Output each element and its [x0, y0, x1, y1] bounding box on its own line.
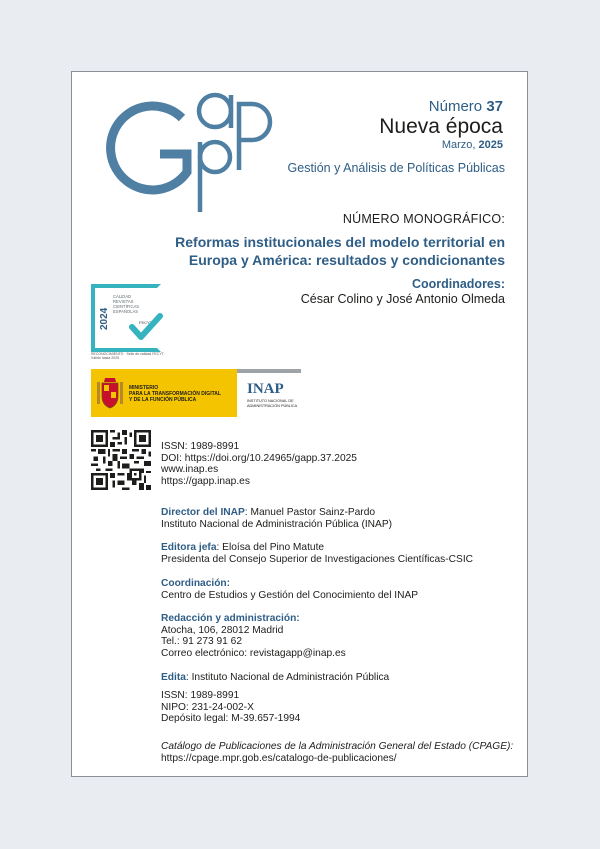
- coordinators-label: Coordinadores:: [411, 277, 505, 292]
- doi-link[interactable]: DOI: https://doi.org/10.24965/gapp.37.2025: [161, 452, 357, 464]
- issue-number: Número 37: [428, 98, 503, 115]
- badge-year: 2024: [99, 307, 110, 330]
- ministry-name: MINISTERIO PARA LA TRANSFORMACIÓN DIGITAL Y DE LA FUNCIÓN PÚBLICA: [129, 385, 221, 403]
- badge-footnote: RECONOCIMIENTO · Sello de calidad FECYT · Válido hasta 2025: [91, 352, 166, 360]
- legal-nipo: NIPO: 231-24-002-X: [161, 701, 254, 713]
- ministry-inap-strip: [91, 369, 301, 417]
- publisher-value: : Instituto Nacional de Administración Pública: [185, 672, 390, 683]
- director-org: Instituto Nacional de Administración Pública (INAP): [161, 518, 393, 530]
- editor-org: Presidenta del Consejo Superior de Investigaciones Científicas-CSIC: [161, 553, 474, 565]
- publisher-label: Edita: [161, 672, 186, 683]
- monographic-block: [145, 212, 505, 306]
- director-name: : Manuel Pastor Sainz-Pardo: [244, 507, 376, 518]
- issue-epoch: Nueva época: [379, 115, 503, 138]
- monographic-kicker: NÚMERO MONOGRÁFICO:: [342, 212, 505, 226]
- legal-deposit: Depósito legal: M-39.657-1994: [161, 713, 301, 725]
- identifiers-block: [161, 441, 357, 487]
- editor-name: : Eloísa del Pino Matute: [216, 542, 325, 553]
- director-block: [161, 507, 392, 530]
- catalog-label: Catálogo de Publicaciones de la Administración General del Estado (CPAGE):: [161, 741, 514, 752]
- coordination-value: Centro de Estudios y Gestión del Conocimiento del INAP: [161, 589, 419, 601]
- editorial-office-label: Redacción y administración:: [161, 613, 300, 624]
- editorial-office-email[interactable]: Correo electrónico: revistagapp@inap.es: [161, 647, 346, 659]
- legal-block: [161, 690, 300, 725]
- editorial-office-address: Atocha, 106, 28012 Madrid: [161, 624, 284, 636]
- badge-tag: CALIDAD REVISTAS CIENTÍFICAS ESPAÑOLAS: [113, 294, 140, 314]
- gapp-logo: [86, 84, 276, 214]
- coordination-label: Coordinación:: [161, 578, 231, 589]
- editor-label: Editora jefa: [161, 542, 217, 553]
- inap-website-link[interactable]: www.inap.es: [161, 464, 219, 475]
- director-label: Director del INAP: [161, 507, 245, 518]
- inap-logo: INAP INSTITUTO NACIONAL DE ADMINISTRACIÓN PÚBLICA: [237, 369, 301, 417]
- check-icon: [129, 312, 163, 342]
- editorial-office-phone: Tel.: 91 273 91 62: [161, 636, 242, 648]
- gapp-website-link[interactable]: https://gapp.inap.es: [161, 475, 250, 487]
- issue-block: [379, 99, 503, 151]
- cover-page: [71, 71, 528, 777]
- legal-issn: ISSN: 1989-8991: [161, 690, 240, 701]
- catalog-block: [161, 741, 513, 764]
- issue-date: Marzo, 2025: [441, 139, 503, 151]
- coat-of-arms-icon: [96, 376, 124, 410]
- publisher-block: [161, 672, 389, 684]
- editorial-office-block: [161, 613, 346, 659]
- catalog-url[interactable]: https://cpage.mpr.gob.es/catalogo-de-publicaciones/: [161, 752, 397, 764]
- coordination-block: [161, 578, 418, 601]
- issn-text: ISSN: 1989-8991: [161, 441, 240, 452]
- coordinators-names: César Colino y José Antonio Olmeda: [300, 292, 505, 307]
- monographic-title: Reformas institucionales del modelo territorial en Europa y América: resultados y condicionantes: [175, 234, 505, 269]
- journal-name: Gestión y Análisis de Políticas Públicas: [287, 161, 505, 175]
- badge-fecyt: FECYT: [139, 320, 153, 325]
- qr-code: [91, 430, 151, 490]
- editor-block: [161, 542, 473, 565]
- fecyt-quality-badge: [91, 284, 171, 361]
